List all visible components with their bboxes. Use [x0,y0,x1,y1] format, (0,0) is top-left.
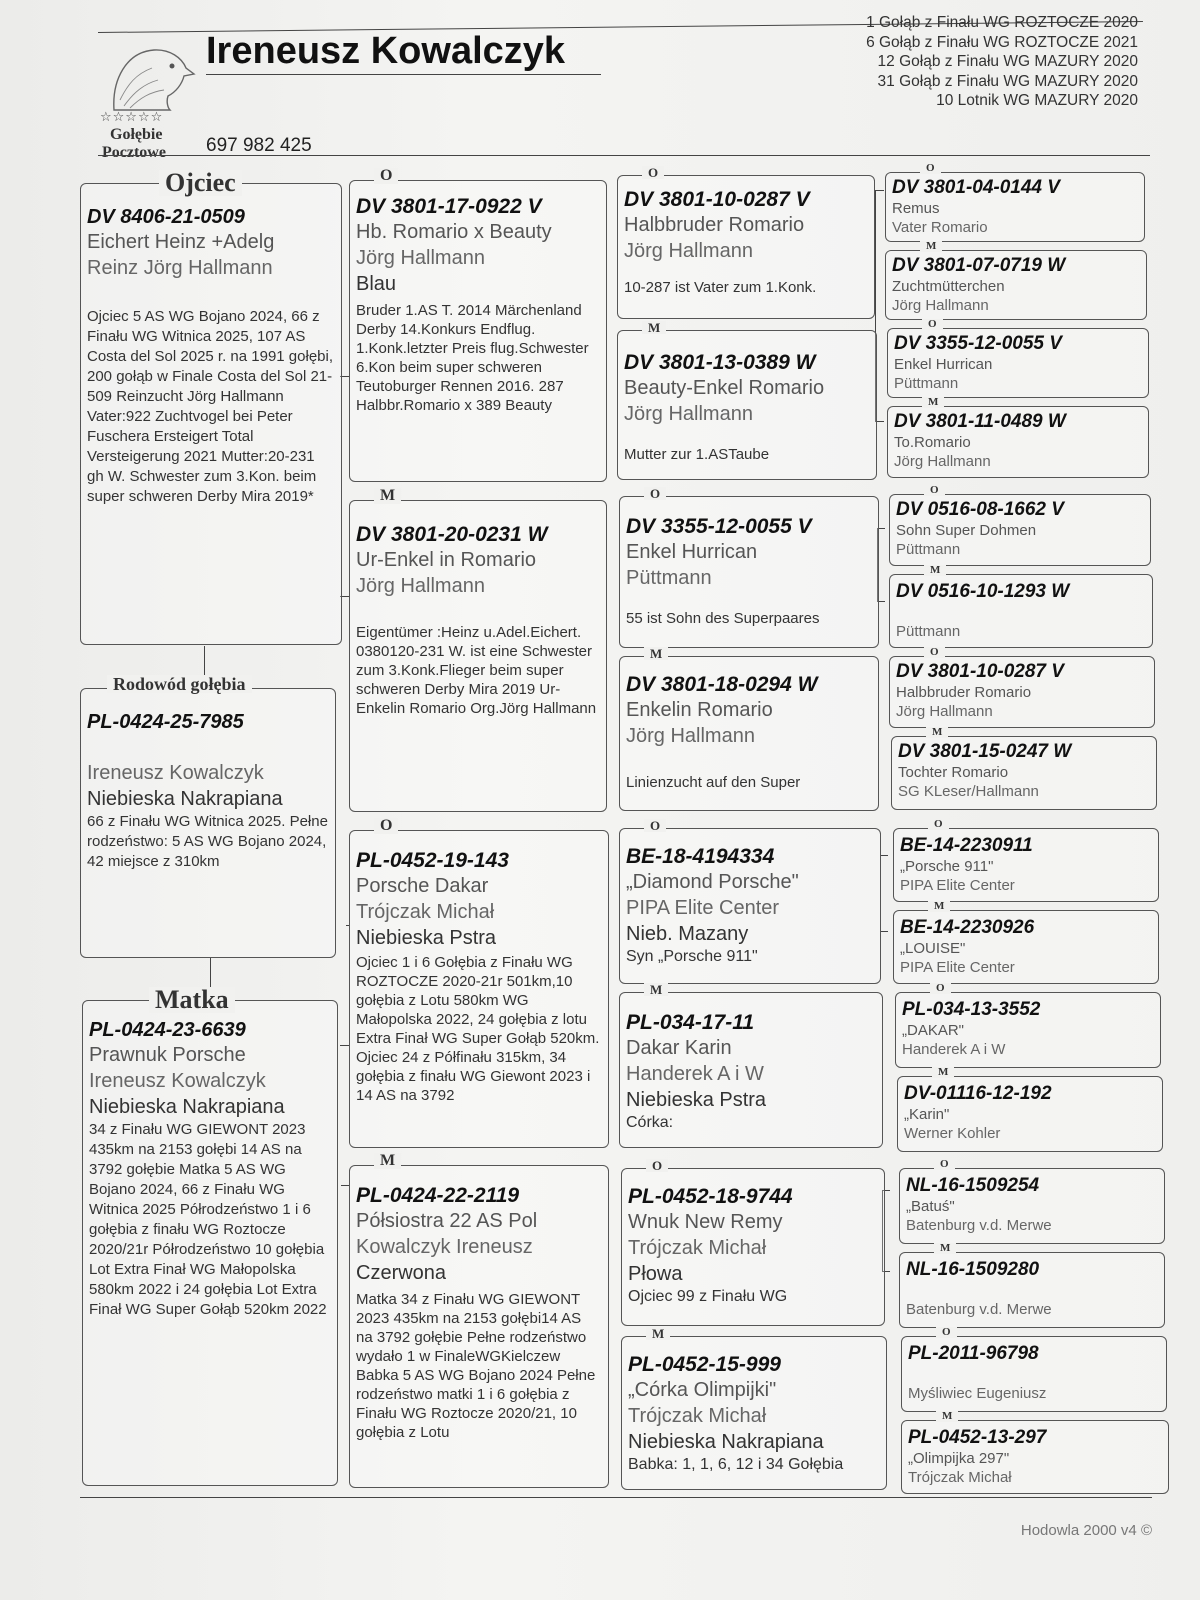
achievement-item: 31 Gołąb z Finału WG MAZURY 2020 [877,72,1138,90]
gen4-card[interactable] [885,240,1147,320]
dam-name: Prawnuk Porsche [89,1044,246,1066]
achievement-item: 6 Gołąb z Finału WG ROZTOCZE 2021 [866,33,1138,51]
gen4-name [896,603,1146,622]
gen4-tag: O [922,319,943,330]
gen3-breeder: Jörg Hallmann [624,240,753,262]
dam-breeder: Ireneusz Kowalczyk [89,1070,266,1092]
gen4-breeder: Batenburg v.d. Merwe [906,1217,1052,1234]
connector [880,855,888,932]
gen4-card[interactable] [893,900,1159,984]
gen3-breeder: PIPA Elite Center [626,897,780,919]
gen4-breeder: Püttmann [896,623,961,640]
gen4-card[interactable] [889,564,1153,648]
gen2-description: Bruder 1.AS T. 2014 Märchenland Derby 14.Konkurs Endflug. 1.Konk.letzter Preis flug.Schwester 6.Kon beim super schweren Teutoburger Rennen 2016. 287 Halbbr.Romario x 389 Beauty [356,302,589,414]
gen4-name: Tochter Romario [898,764,1009,781]
dam-color: Niebieska Nakrapiana [89,1096,285,1118]
gen3-color: Płowa [628,1263,683,1285]
gen4-breeder: Myśliwiec Eugeniusz [908,1385,1047,1402]
gen4-tag: M [928,901,950,912]
gen4-ring: DV 0516-10-1293 W [896,581,1070,602]
gen3-card[interactable] [621,1326,887,1490]
gen3-color: Nieb. Mazany [626,923,749,945]
gen4-ring: BE-14-2230926 [900,917,1035,938]
gen2-color: Blau [356,273,397,295]
gen3-ring: DV 3355-12-0055 V [626,515,812,538]
gen3-ring: PL-034-17-11 [626,1011,755,1034]
gen4-tag: O [924,485,945,496]
gen4-ring: DV 3801-07-0719 W [892,255,1066,276]
gen2-name: Półsiostra 22 AS Pol [356,1210,538,1232]
gen4-card[interactable] [901,1410,1169,1494]
gen4-tag: M [932,1067,954,1078]
gen4-name: „Olimpijka 297" [908,1450,1010,1467]
gen2-description: Matka 34 z Finału WG GIEWONT 2023 435km na 2153 gołębi14 AS na 3792 gołębie Pełne rodzeństwo wydało 1 w FinaleWGKielczew Babka 5 AS WG Bojano 2024 Pełne rodzeństwo matki 1 i 6 gołębia z Finału WG Roztocze 2020/21, 10 gołębia z Lotu [356,1291,596,1441]
gen4-tag: O [924,647,945,658]
gen4-card[interactable] [885,162,1145,242]
gen3-ring: PL-0452-15-999 [628,1353,781,1376]
gen3-ring: DV 3801-13-0389 W [624,351,816,374]
gen4-name: „LOUISE" [900,940,966,957]
gen2-card[interactable] [349,817,609,1148]
gen4-tag: M [934,1243,956,1254]
gen3-description: Córka: [626,1114,674,1131]
gen3-tag: O [646,1159,668,1172]
gen3-card[interactable] [619,486,879,648]
gen4-name [908,1365,1160,1384]
gen4-ring: NL-16-1509254 [906,1175,1040,1196]
gen4-card[interactable] [889,646,1155,728]
gen2-description: Ojciec 1 i 6 Gołębia z Finału WG ROZTOCZE 2020-21r 501km,10 gołębia z Lotu 580km WG Małopolska 2022, 24 gołębia z lotu Extra Finał WG Super Gołąb 520km. Ojciec 24 z Półfinału 315km, 34 gołębia z finału WG Giewont 2023 i 14 AS na 3792 [356,954,600,1104]
gen4-tag: O [930,983,951,994]
gen4-ring: DV 0516-08-1662 V [896,499,1064,520]
gen2-color: Czerwona [356,1262,447,1284]
gen2-card[interactable] [349,1152,609,1488]
gen4-name: To.Romario [894,434,971,451]
pigeon-head-icon [106,40,194,112]
dam-ring: PL-0424-23-6639 [89,1019,246,1041]
gen4-tag: O [928,819,949,830]
gen4-ring: PL-0452-13-297 [908,1427,1047,1448]
gen4-card[interactable] [887,396,1149,478]
gen4-card[interactable] [897,1066,1163,1152]
gen2-ring: DV 3801-17-0922 V [356,195,542,218]
gen2-breeder: Trójczak Michał [356,901,495,923]
gen3-name: Dakar Karin [626,1037,732,1059]
gen4-breeder: Vater Romario [892,219,988,236]
gen3-card[interactable] [617,165,875,319]
owner-name: Ireneusz Kowalczyk [206,30,566,72]
gen4-name: „Porsche 911" [900,858,994,875]
gen4-breeder: Püttmann [894,375,959,392]
gen2-description: Eigentümer :Heinz u.Adel.Eichert. 0380120-231 W. ist eine Schwester zum 3.Konk.Flieger beim super schweren Derby Mira 2019 Ur-Enkelin Romario Org.Jörg Hallmann [356,624,597,717]
gen4-card[interactable] [893,818,1159,902]
gen4-breeder: Püttmann [896,541,961,558]
gen3-name: Enkel Hurrican [626,541,758,563]
gen2-card[interactable] [349,487,607,812]
achievement-item: 10 Lotnik WG MAZURY 2020 [936,92,1138,109]
gen3-description: Syn „Porsche 911" [626,948,758,965]
gen4-name: „Batuś" [906,1198,955,1215]
achievements-list [866,13,1138,111]
gen4-name: Halbbruder Romario [896,684,1032,701]
gen3-tag: M [644,983,668,996]
gen2-card[interactable] [349,167,607,482]
gen2-breeder: Kowalczyk Ireneusz [356,1236,533,1258]
gen4-card[interactable] [887,318,1149,398]
subject-description: 66 z Finału WG Witnica 2025. Pełne rodzeństwo: 5 AS WG Bojano 2024, 42 miejsce z 310km [87,813,328,870]
gen2-tag: M [374,488,401,504]
gen2-ring: PL-0452-19-143 [356,849,509,872]
gen3-name: „Córka Olimpijki" [628,1379,777,1401]
gen3-card[interactable] [619,982,883,1148]
gen3-description: Mutter zur 1.ASTaube [624,446,770,463]
gen2-ring: DV 3801-20-0231 W [356,523,548,546]
gen4-breeder: Werner Kohler [904,1125,1001,1142]
logo-text-line1: Gołębie [110,126,163,143]
gen4-name: Zuchtmütterchen [892,278,1005,295]
gen3-tag: O [642,166,664,179]
gen3-card[interactable] [617,320,877,480]
subject-color: Niebieska Nakrapiana [87,788,283,810]
gen4-ring: DV 3801-10-0287 V [896,661,1064,682]
gen3-description: Babka: 1, 1, 6, 12 i 34 Gołębia [628,1456,844,1473]
club-logo [100,40,200,162]
gen4-name: Remus [892,200,940,217]
gen2-color: Niebieska Pstra [356,927,497,949]
gen3-ring: BE-18-4194334 [626,845,775,868]
gen3-breeder: Jörg Hallmann [624,403,753,425]
gen4-ring: BE-14-2230911 [900,835,1033,856]
gen4-ring: DV-01116-12-192 [904,1083,1052,1104]
dam-description: 34 z Finału WG GIEWONT 2023 435km na 2153 gołębi 14 AS na 3792 gołębie Matka 5 AS WG Bojano 2024, 66 z Finału WG Witnica 2025 Półrodzeństwo 1 i 6 gołębia z finału WG Roztocze 2020/21r Półrodzeństwo 10 gołębia Lot Extra Finał WG Małopolska 580km 2022 i 24 gołębia Lot Extra Finał WG Super Gołąb 520km 2022 [89,1121,327,1318]
gen3-name: Halbbruder Romario [624,214,805,236]
gen3-breeder: Trójczak Michał [628,1237,767,1259]
gen2-tag: O [374,818,398,834]
achievement-item: 12 Gołąb z Finału WG MAZURY 2020 [877,53,1138,70]
sire-ring: DV 8406-21-0509 [87,206,245,228]
gen4-ring: DV 3801-15-0247 W [898,741,1072,762]
gen4-name: Enkel Hurrican [894,356,993,373]
gen2-name: Porsche Dakar [356,875,489,897]
gen4-ring: DV 3801-11-0489 W [894,411,1066,432]
gen4-ring: DV 3801-04-0144 V [892,177,1060,198]
software-footer: Hodowla 2000 v4 © [1020,1522,1152,1539]
phone-number: 697 982 425 [206,135,312,156]
subject-card[interactable] [80,674,336,958]
gen3-breeder: Jörg Hallmann [626,725,755,747]
gen4-tag: M [920,241,942,252]
subject-label: Rodowód gołębia [107,675,252,693]
gen3-tag: O [644,487,666,500]
gen3-name: Beauty-Enkel Romario [624,377,825,399]
sire-breeder: Reinz Jörg Hallmann [87,257,273,279]
owner-underline [206,74,601,75]
gen4-tag: O [920,163,941,174]
gen4-tag: M [926,727,948,738]
gen2-ring: PL-0424-22-2119 [356,1184,520,1207]
gen4-card[interactable] [901,1326,1167,1412]
gen4-name [906,1281,1158,1300]
header-rule [98,155,1150,156]
gen4-card[interactable] [899,1242,1165,1328]
dam-card[interactable] [82,985,338,1486]
connector [341,1185,349,1186]
gen4-breeder: Jörg Hallmann [892,297,989,314]
dam-label: Matka [149,987,235,1013]
gen4-name: „Karin" [904,1106,950,1123]
gen4-tag: M [936,1411,958,1422]
gen4-breeder: PIPA Elite Center [900,877,1015,894]
gen4-breeder: Batenburg v.d. Merwe [906,1301,1052,1318]
gen2-breeder: Jörg Hallmann [356,575,485,597]
subject-breeder: Ireneusz Kowalczyk [87,762,264,784]
gen4-card[interactable] [891,726,1157,810]
gen3-name: Enkelin Romario [626,699,773,721]
gen4-ring: DV 3355-12-0055 V [894,333,1062,354]
gen4-breeder: Jörg Hallmann [896,703,993,720]
sire-name: Eichert Heinz +Adelg [87,231,275,253]
gen4-breeder: Jörg Hallmann [894,453,991,470]
gen4-ring: PL-034-13-3552 [902,999,1041,1020]
gen3-description: 55 ist Sohn des Superpaares [626,610,820,627]
gen4-card[interactable] [889,484,1151,566]
gen3-ring: PL-0452-18-9744 [628,1185,793,1208]
gen4-breeder: Handerek A i W [902,1041,1006,1058]
gen4-ring: PL-2011-96798 [908,1343,1039,1364]
gen3-ring: DV 3801-18-0294 W [626,673,818,696]
gen3-color: Niebieska Pstra [626,1089,767,1111]
gen4-tag: M [922,397,944,408]
gen4-breeder: Trójczak Michał [908,1469,1012,1486]
logo-text-line2: Pocztowe [102,144,166,161]
gen3-breeder: Handerek A i W [626,1063,764,1085]
gen4-tag: O [936,1327,957,1338]
gen3-tag: M [644,647,668,660]
gen2-breeder: Jörg Hallmann [356,247,485,269]
gen3-description: 10-287 ist Vater zum 1.Konk. [624,279,817,296]
gen3-ring: DV 3801-10-0287 V [624,188,810,211]
gen4-tag: O [934,1159,955,1170]
gen2-name: Hb. Romario x Beauty [356,221,552,243]
achievement-item: 1 Gołąb z Finału WG ROZTOCZE 2020 [866,14,1138,31]
gen3-description: Ojciec 99 z Finału WG [628,1288,788,1305]
gen3-card[interactable] [619,818,881,984]
gen3-card[interactable] [619,646,879,811]
footer-rule [80,1497,1152,1498]
gen3-color: Niebieska Nakrapiana [628,1431,824,1453]
gen3-card[interactable] [621,1158,885,1326]
gen3-tag: M [642,321,666,334]
gen4-breeder: PIPA Elite Center [900,959,1015,976]
gen3-description: Linienzucht auf den Super [626,774,801,791]
gen4-name: „DAKAR" [902,1022,964,1039]
gen3-tag: O [644,819,666,832]
rating-stars: ☆☆☆☆☆ [100,110,164,125]
gen4-tag: M [924,565,946,576]
gen3-name: Wnuk New Remy [628,1211,783,1233]
connector [340,1045,349,1046]
subject-ring: PL-0424-25-7985 [87,711,244,733]
gen4-card[interactable] [899,1158,1165,1244]
gen4-name: Sohn Super Dohmen [896,522,1037,539]
sire-description: Ojciec 5 AS WG Bojano 2024, 66 z Finału WG Witnica 2025, 107 AS Costa del Sol 2025 r. na 1991 gołębi, 200 gołąb w Finale Costa del Sol 21-509 Reinzucht Jörg Hallmann Vater:922 Zuchtvogel bei Peter Fuschera Ersteigert Total Versteigerung 2021 Mutter:20-231 gh W. Schwester zum 3.Kon. beim super schweren Derby Mira 2019* [87,308,334,505]
gen2-name: Ur-Enkel in Romario [356,549,537,571]
sire-card[interactable] [80,168,342,645]
gen3-name: „Diamond Porsche" [626,871,799,893]
gen4-breeder: SG KLeser/Hallmann [898,783,1039,800]
gen2-tag: M [374,1153,401,1169]
sire-label: Ojciec [159,170,242,196]
gen4-ring: NL-16-1509280 [906,1259,1040,1280]
gen2-tag: O [374,168,398,184]
gen3-tag: M [646,1327,670,1340]
gen3-breeder: Trójczak Michał [628,1405,767,1427]
gen4-card[interactable] [895,982,1161,1068]
gen3-breeder: Püttmann [626,567,712,589]
